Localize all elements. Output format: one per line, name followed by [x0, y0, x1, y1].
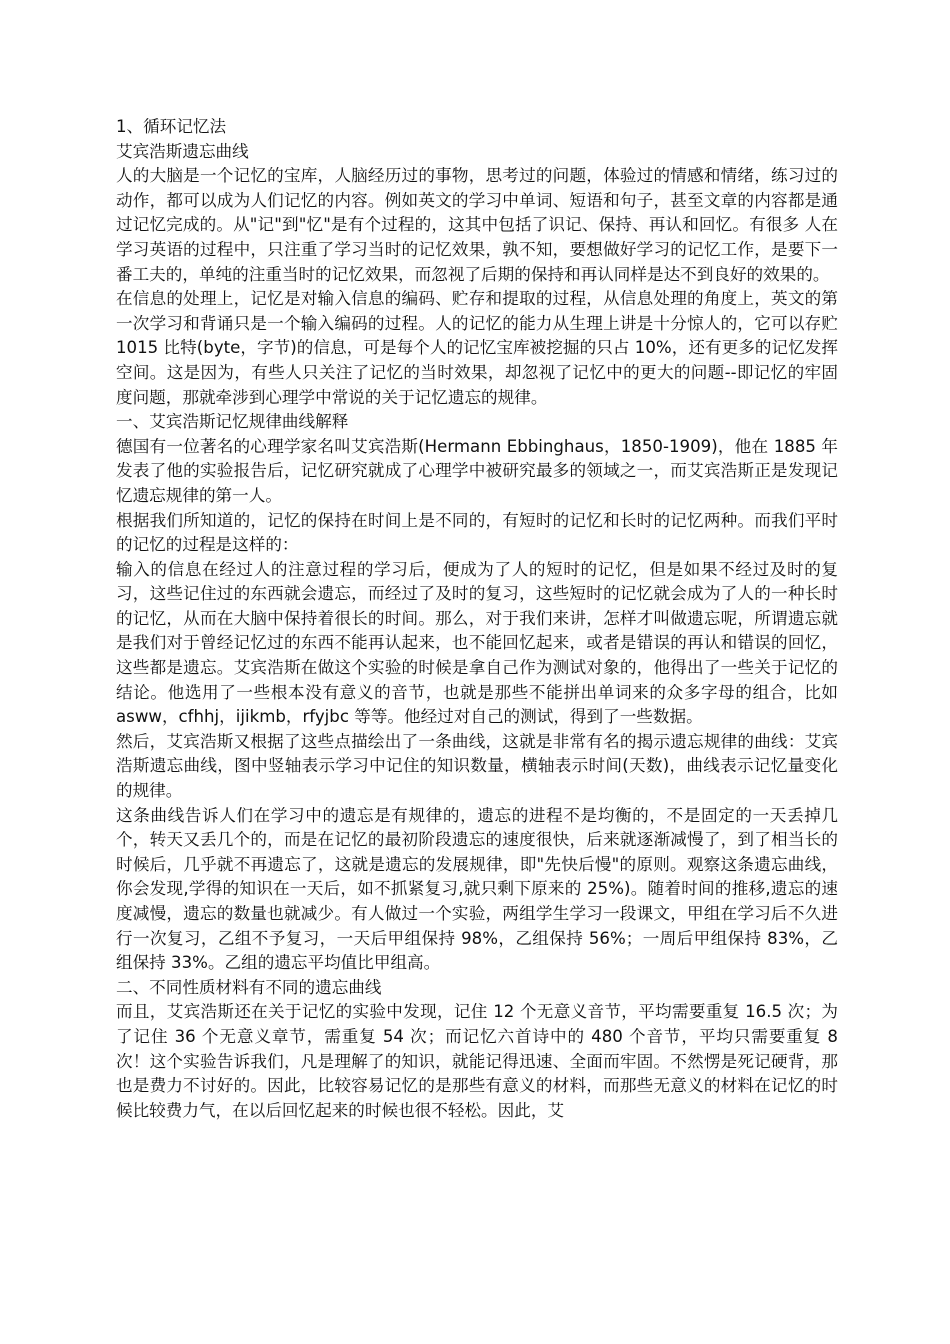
paragraph-forgetting-pattern: 这条曲线告诉人们在学习中的遗忘是有规律的，遗忘的进程不是均衡的，不是固定的一天丢掉几个，转天又丢几个的，而是在记忆的最初阶段遗忘的速度很快，后来就逐渐减慢了，到了相当长的时候后，几乎就不再遗忘了，这就是遗忘的发展规律，即"先快后慢"的原则。观察这条遗忘曲线，你会发现,学得的知识在一天后，如不抓紧复习,就只剩下原来的 25%)。随着时间的推移,遗忘的速度减慢，遗忘的数量也就减少。有人做过一个实验，两组学生学习一段课文，甲组在学习后不久进行一次复习，乙组不予复习，一天后甲组保持 98%，乙组保持 56%；一周后甲组保持 83%，乙组保持 33%。乙组的遗忘平均值比甲组高。: [116, 805, 838, 973]
paragraph-curve-description: 然后，艾宾浩斯又根据了这些点描绘出了一条曲线，这就是非常有名的揭示遗忘规律的曲线：艾宾浩斯遗忘曲线，图中竖轴表示学习中记住的知识数量，横轴表示时间(天数)，曲线表示记忆量变化的规律。: [116, 731, 838, 801]
paragraph-short-long-memory: 根据我们所知道的，记忆的保持在时间上是不同的，有短时的记忆和长时的记忆两种。而我们平时的记忆的过程是这样的：: [116, 510, 838, 555]
document-title: 1、循环记忆法: [116, 117, 227, 136]
paragraph-ebbinghaus-intro: 德国有一位著名的心理学家名叫艾宾浩斯(Hermann Ebbinghaus，1850-1909)，他在 1885 年发表了他的实验报告后，记忆研究就成了心理学中被研究最多的领域之一，而艾宾浩斯正是发现记忆遗忘规律的第一人。: [116, 436, 838, 505]
paragraph-information-processing: 在信息的处理上，记忆是对输入信息的编码、贮存和提取的过程，从信息处理的角度上，英文的第一次学习和背诵只是一个输入编码的过程。人的记忆的能力从生理上讲是十分惊人的，它可以存贮 1015 比特(byte，字节)的信息，可是每个人的记忆宝库被挖掘的只占 10%，还有更多的记忆发挥空间。这是因为，有些人只关注了记忆的当时效果，却忽视了记忆中的更大的问题--即记忆的牢固度问题，那就牵涉到心理学中常说的关于记忆遗忘的规律。: [116, 289, 838, 407]
section-heading-curve-explanation: 一、艾宾浩斯记忆规律曲线解释: [116, 412, 349, 432]
section-heading-material-types: 二、不同性质材料有不同的遗忘曲线: [116, 977, 382, 997]
paragraph-memory-treasury: 人的大脑是一个记忆的宝库，人脑经历过的事物，思考过的问题，体验过的情感和情绪，练习过的动作，都可以成为人们记忆的内容。例如英文的学习中单词、短语和句子，甚至文章的内容都是通过记忆完成的。从"记"到"忆"是有个过程的，这其中包括了识记、保持、再认和回忆。有很多 人在学习英语的过程中，只注重了学习当时的记忆效果，孰不知，要想做好学习的记忆工作，是要下一番工夫的，单纯的注重当时的记忆效果，而忽视了后期的保持和再认同样是达不到良好的效果的。: [116, 166, 838, 284]
document-body: [116, 115, 838, 1123]
document-subtitle: 艾宾浩斯遗忘曲线: [116, 141, 249, 161]
paragraph-forgetting-definition: 输入的信息在经过人的注意过程的学习后，便成为了人的短时的记忆，但是如果不经过及时的复习，这些记住过的东西就会遗忘，而经过了及时的复习，这些短时的记忆就会成为了人的一种长时的记忆，从而在大脑中保持着很长的时间。那么，对于我们来讲，怎样才叫做遗忘呢，所谓遗忘就是我们对于曾经记忆过的东西不能再认起来，也不能回忆起来，或者是错误的再认和错误的回忆，这些都是遗忘。艾宾浩斯在做这个实验的时候是拿自己作为测试对象的，他得出了一些关于记忆的结论。他选用了一些根本没有意义的音节，也就是那些不能拼出单词来的众多字母的组合，比如 asww，cfhhj，ijikmb，rfyjbc 等等。他经过对自己的测试，得到了一些数据。: [116, 559, 838, 727]
paragraph-meaningful-material: 而且，艾宾浩斯还在关于记忆的实验中发现，记住 12 个无意义音节，平均需要重复 16.5 次；为了记住 36 个无意义章节，需重复 54 次；而记忆六首诗中的 480 个音节，平均只需要重复 8 次！这个实验告诉我们，凡是理解了的知识，就能记得迅速、全面而牢固。不然愣是死记硬背，那也是费力不讨好的。因此，比较容易记忆的是那些有意义的材料，而那些无意义的材料在记忆的时候比较费力气，在以后回忆起来的时候也很不轻松。因此，艾: [116, 1002, 838, 1120]
